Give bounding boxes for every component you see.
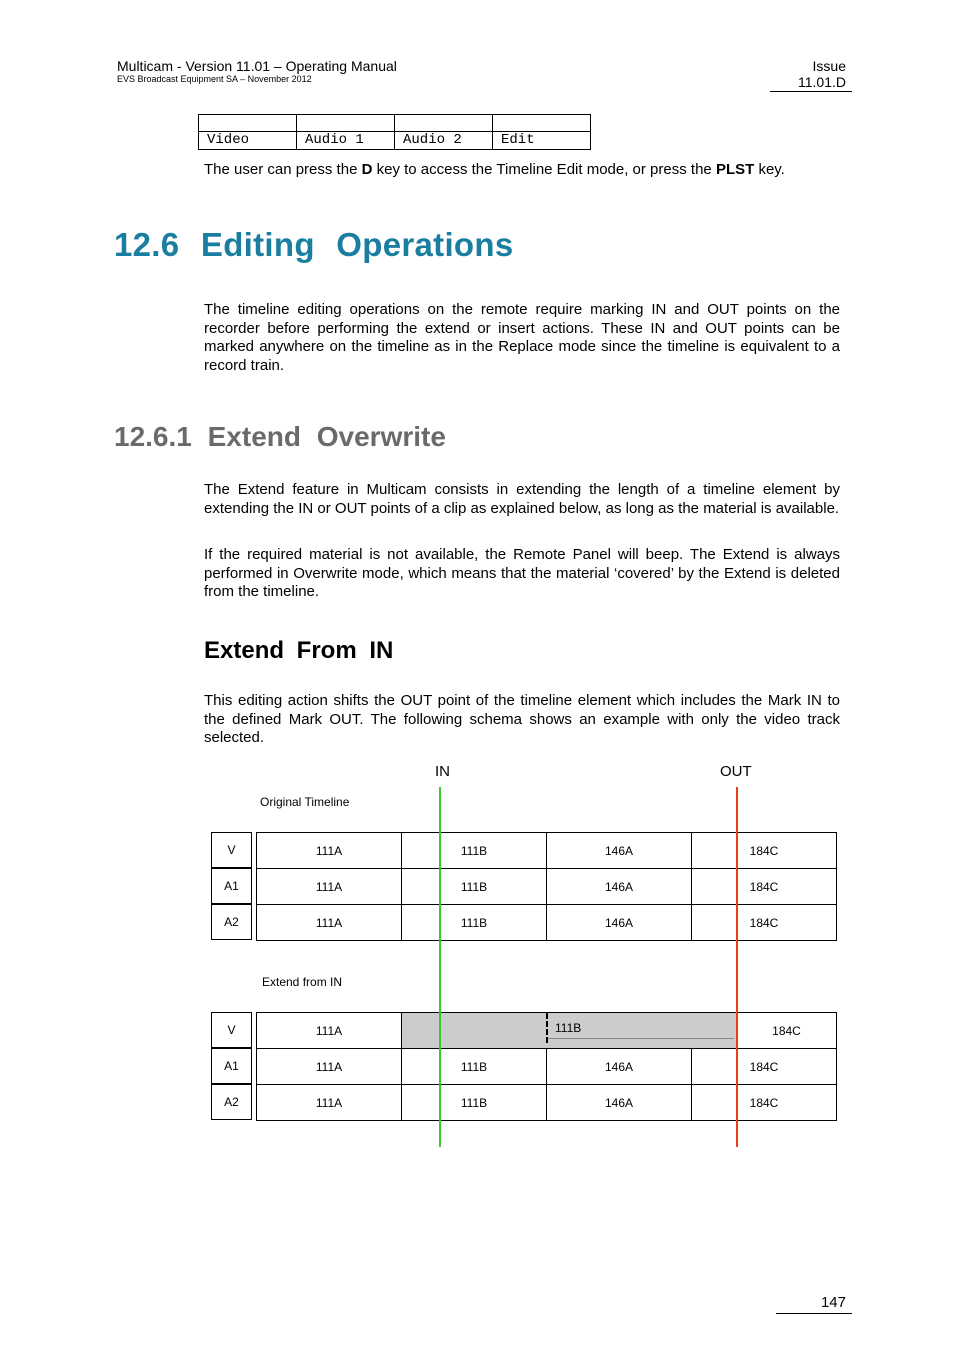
clip-cell: 111B — [401, 832, 547, 869]
footer-rule — [776, 1313, 852, 1314]
extended-clip-underline — [548, 1038, 734, 1039]
subsubsection-paragraph: This editing action shifts the OUT point of the timeline element which includes the Mark IN to the defined Mark OUT. The following schema shows an example with only the video track selected. — [204, 692, 840, 746]
original-track-label: V — [211, 832, 252, 868]
out-marker-line — [736, 787, 738, 1147]
clip-cell: 146A — [546, 1084, 692, 1121]
clip-cell: 184C — [691, 1048, 837, 1085]
clip-cell: 111B — [401, 904, 547, 941]
intro-text-3: key. — [754, 161, 785, 178]
clip-cell: 184C — [691, 1084, 837, 1121]
in-marker-label: IN — [435, 763, 450, 780]
extended-track-label: V — [211, 1012, 252, 1048]
intro-text-1: The user can press the — [204, 161, 362, 178]
intro-key-plst: PLST — [715, 161, 755, 178]
subsubsection-heading: Extend From IN — [204, 637, 394, 664]
original-timeline-caption: Original Timeline — [260, 795, 350, 809]
clip-cell: 111A — [256, 1084, 402, 1121]
intro-key-d: D — [361, 161, 373, 178]
clip-cell: 146A — [546, 1048, 692, 1085]
extended-clip-cell — [401, 1012, 737, 1049]
in-marker-line — [439, 787, 441, 1147]
clip-cell: 184C — [736, 1012, 837, 1049]
clip-cell: 184C — [691, 868, 837, 905]
extended-clip-label: 111B — [555, 1021, 582, 1035]
subsection-heading: 12.6.1 Extend Overwrite — [114, 421, 446, 452]
intro-text-2: key to access the Timeline Edit mode, or press the — [372, 161, 716, 178]
original-track-label: A1 — [211, 868, 252, 904]
subsection-paragraph-2: If the required material is not available, the Remote Panel will beep. The Extend is always performed in Overwrite mode, which means that the material ‘covered’ by the Extend is deleted from the timeline. — [204, 546, 840, 600]
clip-cell: 111A — [256, 868, 402, 905]
issue-label: Issue — [812, 58, 846, 74]
extended-track-label: A1 — [211, 1048, 252, 1084]
document-title: Multicam - Version 11.01 – Operating Manual — [117, 58, 397, 74]
company-line: EVS Broadcast Equipment SA – November 2012 — [117, 74, 312, 84]
clip-cell: 184C — [691, 832, 837, 869]
issue-number: 11.01.D — [798, 74, 846, 90]
key-cell-video: Video — [199, 132, 297, 150]
key-cell-audio2: Audio 2 — [395, 132, 493, 150]
clip-cell: 146A — [546, 868, 692, 905]
key-cell-audio1: Audio 1 — [297, 132, 395, 150]
original-track-label: A2 — [211, 904, 252, 940]
subsection-paragraph-1: The Extend feature in Multicam consists in extending the length of a timeline element by extending the IN or OUT points of a clip as explained below, as long as the material is available. — [204, 481, 840, 517]
clip-cell: 184C — [691, 904, 837, 941]
extended-track-label: A2 — [211, 1084, 252, 1120]
extended-timeline-caption: Extend from IN — [262, 975, 343, 989]
section-paragraph: The timeline editing operations on the remote require marking IN and OUT points on the recorder before performing the extend or insert actions. These IN and OUT points can be marked anywhere on the timeline as in the Replace mode since the timeline is equivalent to a record train. — [204, 301, 840, 374]
clip-cell: 111A — [256, 904, 402, 941]
clip-cell: 111A — [256, 1048, 402, 1085]
clip-cell: 111B — [401, 1048, 547, 1085]
clip-cell: 111B — [401, 868, 547, 905]
clip-cell: 111A — [256, 832, 402, 869]
clip-cell: 146A — [546, 904, 692, 941]
section-heading: 12.6 Editing Operations — [114, 226, 514, 263]
clip-cell: 111A — [256, 1012, 402, 1049]
clip-cell: 146A — [546, 832, 692, 869]
page-number: 147 — [820, 1294, 846, 1311]
key-cell-edit: Edit — [493, 132, 591, 150]
clip-cell: 111B — [401, 1084, 547, 1121]
out-marker-label: OUT — [720, 763, 752, 780]
